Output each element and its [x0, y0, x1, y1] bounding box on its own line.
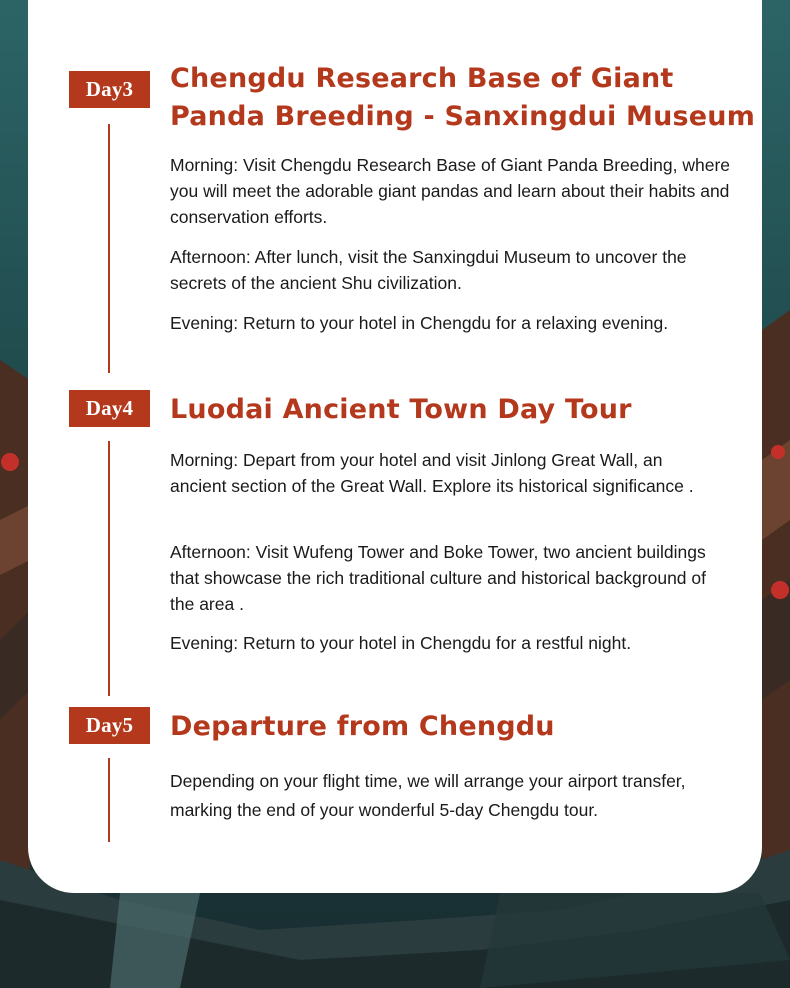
- day3-title-line2: Panda Breeding - Sanxingdui Museum: [170, 101, 756, 132]
- day4-badge: Day4: [69, 390, 150, 427]
- day4-afternoon: Afternoon: Visit Wufeng Tower and Boke Tower, two ancient buildings that showcase the rich traditional culture and historical background of the area .: [170, 542, 706, 614]
- day3-title: [170, 60, 755, 136]
- day5-timeline-line: [108, 758, 110, 842]
- day5-badge: Day5: [69, 707, 150, 744]
- day4-morning: Morning: Depart from your hotel and visit Jinlong Great Wall, an ancient section of the Great Wall. Explore its historical significance .: [170, 450, 694, 496]
- day3-badge: Day3: [69, 71, 150, 108]
- day3-morning: Morning: Visit Chengdu Research Base of Giant Panda Breeding, where you will meet the adorable giant pandas and learn about their habits and conservation efforts.: [170, 155, 731, 227]
- day3-title-line1: Chengdu Research Base of Giant: [170, 63, 674, 94]
- itinerary-card: [28, 0, 762, 893]
- day3-evening: Evening: Return to your hotel in Chengdu for a relaxing evening.: [170, 313, 669, 333]
- day4-evening: Evening: Return to your hotel in Chengdu for a restful night.: [170, 633, 632, 653]
- day4-title: Luodai Ancient Town Day Tour: [170, 394, 632, 425]
- day3-timeline-line: [108, 124, 110, 373]
- day3-afternoon: Afternoon: After lunch, visit the Sanxingdui Museum to uncover the secrets of the ancient Shu civilization.: [170, 247, 687, 293]
- day4-timeline-line: [108, 441, 110, 696]
- day5-title: Departure from Chengdu: [170, 711, 555, 742]
- day5-text: Depending on your flight time, we will arrange your airport transfer, marking the end of your wonderful 5-day Chengdu tour.: [170, 771, 686, 820]
